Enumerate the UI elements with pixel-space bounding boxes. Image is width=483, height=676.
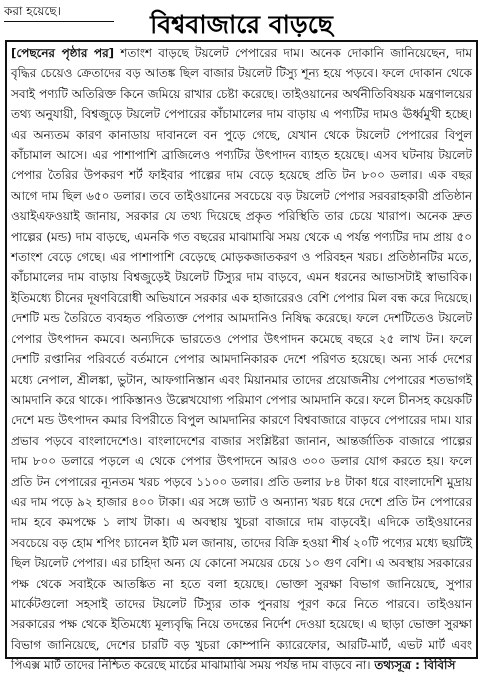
headline: বিশ্ববাজারে বাড়ছে [150,10,333,39]
article-body [5,40,478,673]
article-text: শতাংশ বাড়ছে টয়লেট পেপারের দাম। অনেক দোকানি জানিয়েছেন, দাম বৃদ্ধির চেয়েও ক্রেতাদের বড় আতঙ্ক ছিল বাজার টয়লেট টিস্যু শূন্য হয়ে পড়বে। ফলে দোকান থেকে সবাই পণ্যটি অতিরিক্ত কিনে জমিয়ে রাখার চেষ্টা করেছে। তাইওয়ানের অর্থনীতিবিষয়ক মন্ত্রণালয়ের তথ্য অনুযায়ী, বিশ্বজুড়ে টয়লেট পেপারের কাঁচামালের দাম বাড়ায় এ পণ্যটির দামও ঊর্ধ্বমুখী হচ্ছে। এর অন্যতম কারণ কানাডায় দাবানলে বন পুড়ে গেছে, যেখান থেকে টয়লেট পেপারের বিপুল কাঁচামাল আসে। এর পাশাপাশি ব্রাজিলেও পণ্যটির উৎপাদন ব্যাহত হয়েছে। এসব ঘটনায় টয়লেট পেপার তৈরির উপকরণ শর্ট ফাইবার পাল্পের দাম বেড়ে হয়েছে প্রতি টন ৮০০ ডলার। এক বছর আগে দাম ছিল ৬৫০ ডলার। তবে তাইওয়ানের সবচেয়ে বড় টয়লেট পেপার সরবরাহকারী প্রতিষ্ঠান ওয়াইএফওয়াই জানায়, সরকার যে তথ্য দিয়েছে প্রকৃত পরিস্থিতি তার চেয়ে খারাপ। অনেক দ্রুত পাল্পের (মন্ড) দাম বাড়ছে, এমনকি গত বছরের মাঝামাঝি সময় থেকে এ পর্যন্ত পণ্যটির দাম প্রায় ৫০ শতাংশ বেড়ে গেছে। এর পাশাপাশি বেড়েছে মোড়কজাতকরণ ও পরিবহন খরচ। প্রতিষ্ঠানটির মতে, কাঁচামালের দাম বাড়ায় বিশ্বজুড়েই টয়লেট টিস্যুর দাম বাড়বে, এমন ধরনের আভাসটাই স্বাভাবিক। ইতিমধ্যে চীনের দূষণবিরোধী অভিযানে সরকার এক হাজারেরও বেশি পেপার মিল বন্ধ করে দিয়েছে। দেশটি মন্ড তৈরিতে ব্যবহৃত পরিত্যক্ত পেপার আমদানিও নিষিদ্ধ করেছে। ফলে দেশটিতেও টয়লেট পেপার উৎপাদন কমবে। অন্যদিকে ভারতেও পেপার উৎপাদন কমেছে বছরে ২৫ লাখ টন। ফলে দেশটি রপ্তানির পরিবর্তে বর্তমানে পেপার আমদানিকারক দেশে পরিণত হয়েছে। অন্য সার্ক দেশের মধ্যে নেপাল, শ্রীলঙ্কা, ভুটান, আফগানিস্তান এবং মিয়ানমার তাদের প্রয়োজনীয় পেপারের শতভাগই আমদানি করে থাকে। পাকিস্তানও উল্লেখযোগ্য পরিমাণ পেপার আমদানি করে। ফলে চীনসহ কয়েকটি দেশে মন্ড উৎপাদন কমার বিপরীতে বিপুল আমদানির কারণে বিশ্ববাজারে বাড়বে পেপারের দাম। যার প্রভাব পড়বে বাংলাদেশেও। বাংলাদেশের বাজার সংশ্লিষ্টরা জানান, আন্তর্জাতিক বাজারে পাল্পের দাম ৮০০ ডলারে পড়লে এ থেকে পেপার উৎপাদনে আরও ৩০০ ডলার যোগ করতে হয়। ফলে প্রতি টন পেপারের ন্যূনতম খরচ পড়বে ১১০০ ডলার। প্রতি ডলার ৮৪ টাকা ধরে বাংলাদেশি মুদ্রায় এর দাম পড়ে ৯২ হাজার ৪০০ টাকা। এর সঙ্গে ভ্যাট ও অন্যান্য খরচ ধরে দেশে প্রতি টন পেপারের দাম হবে কমপক্ষে ১ লাখ টাকা। এ অবস্থায় খুচরা বাজারে দাম বাড়বেই। এদিকে তাইওয়ানের সবচেয়ে বড় হোম শপিং চ্যানেল ইটি মল জানায়, তাদের বিক্রি হওয়া শীর্ষ ২০টি পণ্যের মধ্যে ছয়টিই ছিল টয়লেট পেপার। এর চাহিদা অন্য যে কোনো সময়ের চেয়ে ১০ গুণ বেশি। এ অবস্থায় সরকারের পক্ষ থেকে সবাইকে আতঙ্কিত না হতে বলা হয়েছে। ভোক্তা সুরক্ষা বিভাগ জানিয়েছে, সুপার মার্কেটগুলো সহসাই তাদের টয়লেট টিস্যুর তাক পুনরায় পূরণ করে নিতে পারবে। তাইওয়ান সরকারের পক্ষ থেকে ইতিমধ্যে মূল্যবৃদ্ধি নিয়ে তদন্তের নির্দেশ দেওয়া হয়েছে। এ ছাড়া ভোক্তা সুরক্ষা বিভাগ জানিয়েছে, দেশের চারটি বড় খুচরা কোম্পানি ক্যারেফোর, আরটি-মার্ট, এভট মার্ট এবং পিএক্স মার্ট তাদের নিশ্চিত করেছে মার্চের মাঝামাঝি সময় পর্যন্ত দাম বাড়বে না। [11,46,473,673]
continuation-tag: [পেছনের পৃষ্ঠার পর] [11,46,115,60]
previous-article-fragment: করা হয়েছে। [4,1,114,22]
source-credit: তথ্যসূত্র : বিবিসি [374,658,456,673]
